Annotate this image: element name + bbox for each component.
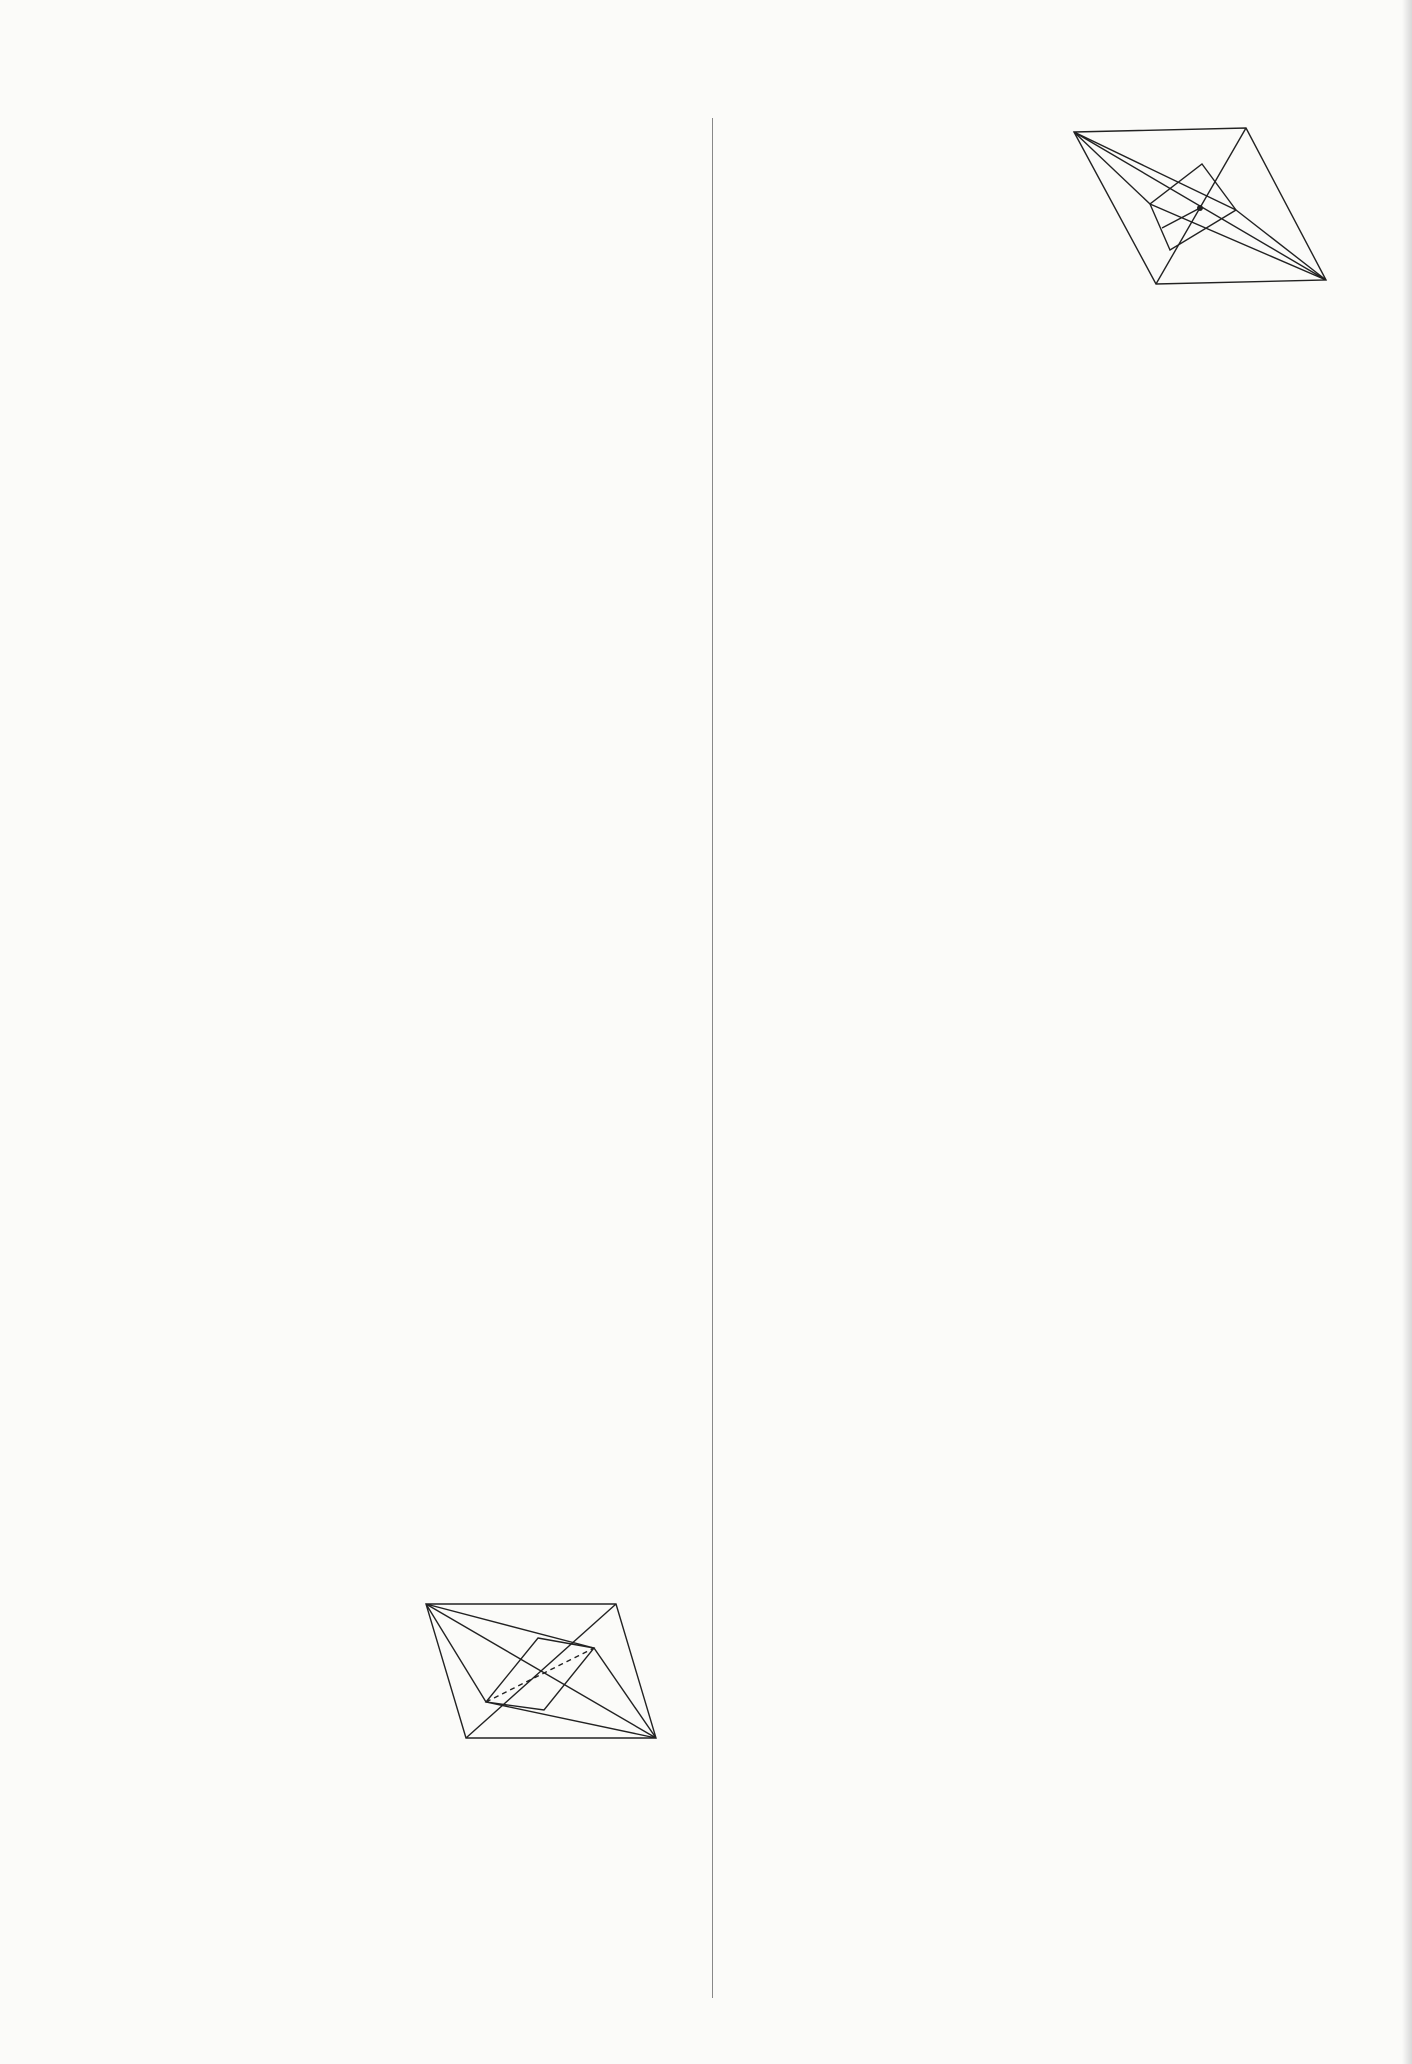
- figure-1-rhombus: [416, 1590, 676, 1790]
- column-divider: [712, 118, 713, 1998]
- figure-2-rhombus: [1050, 118, 1350, 338]
- page-edge-shadow: [1402, 0, 1412, 2064]
